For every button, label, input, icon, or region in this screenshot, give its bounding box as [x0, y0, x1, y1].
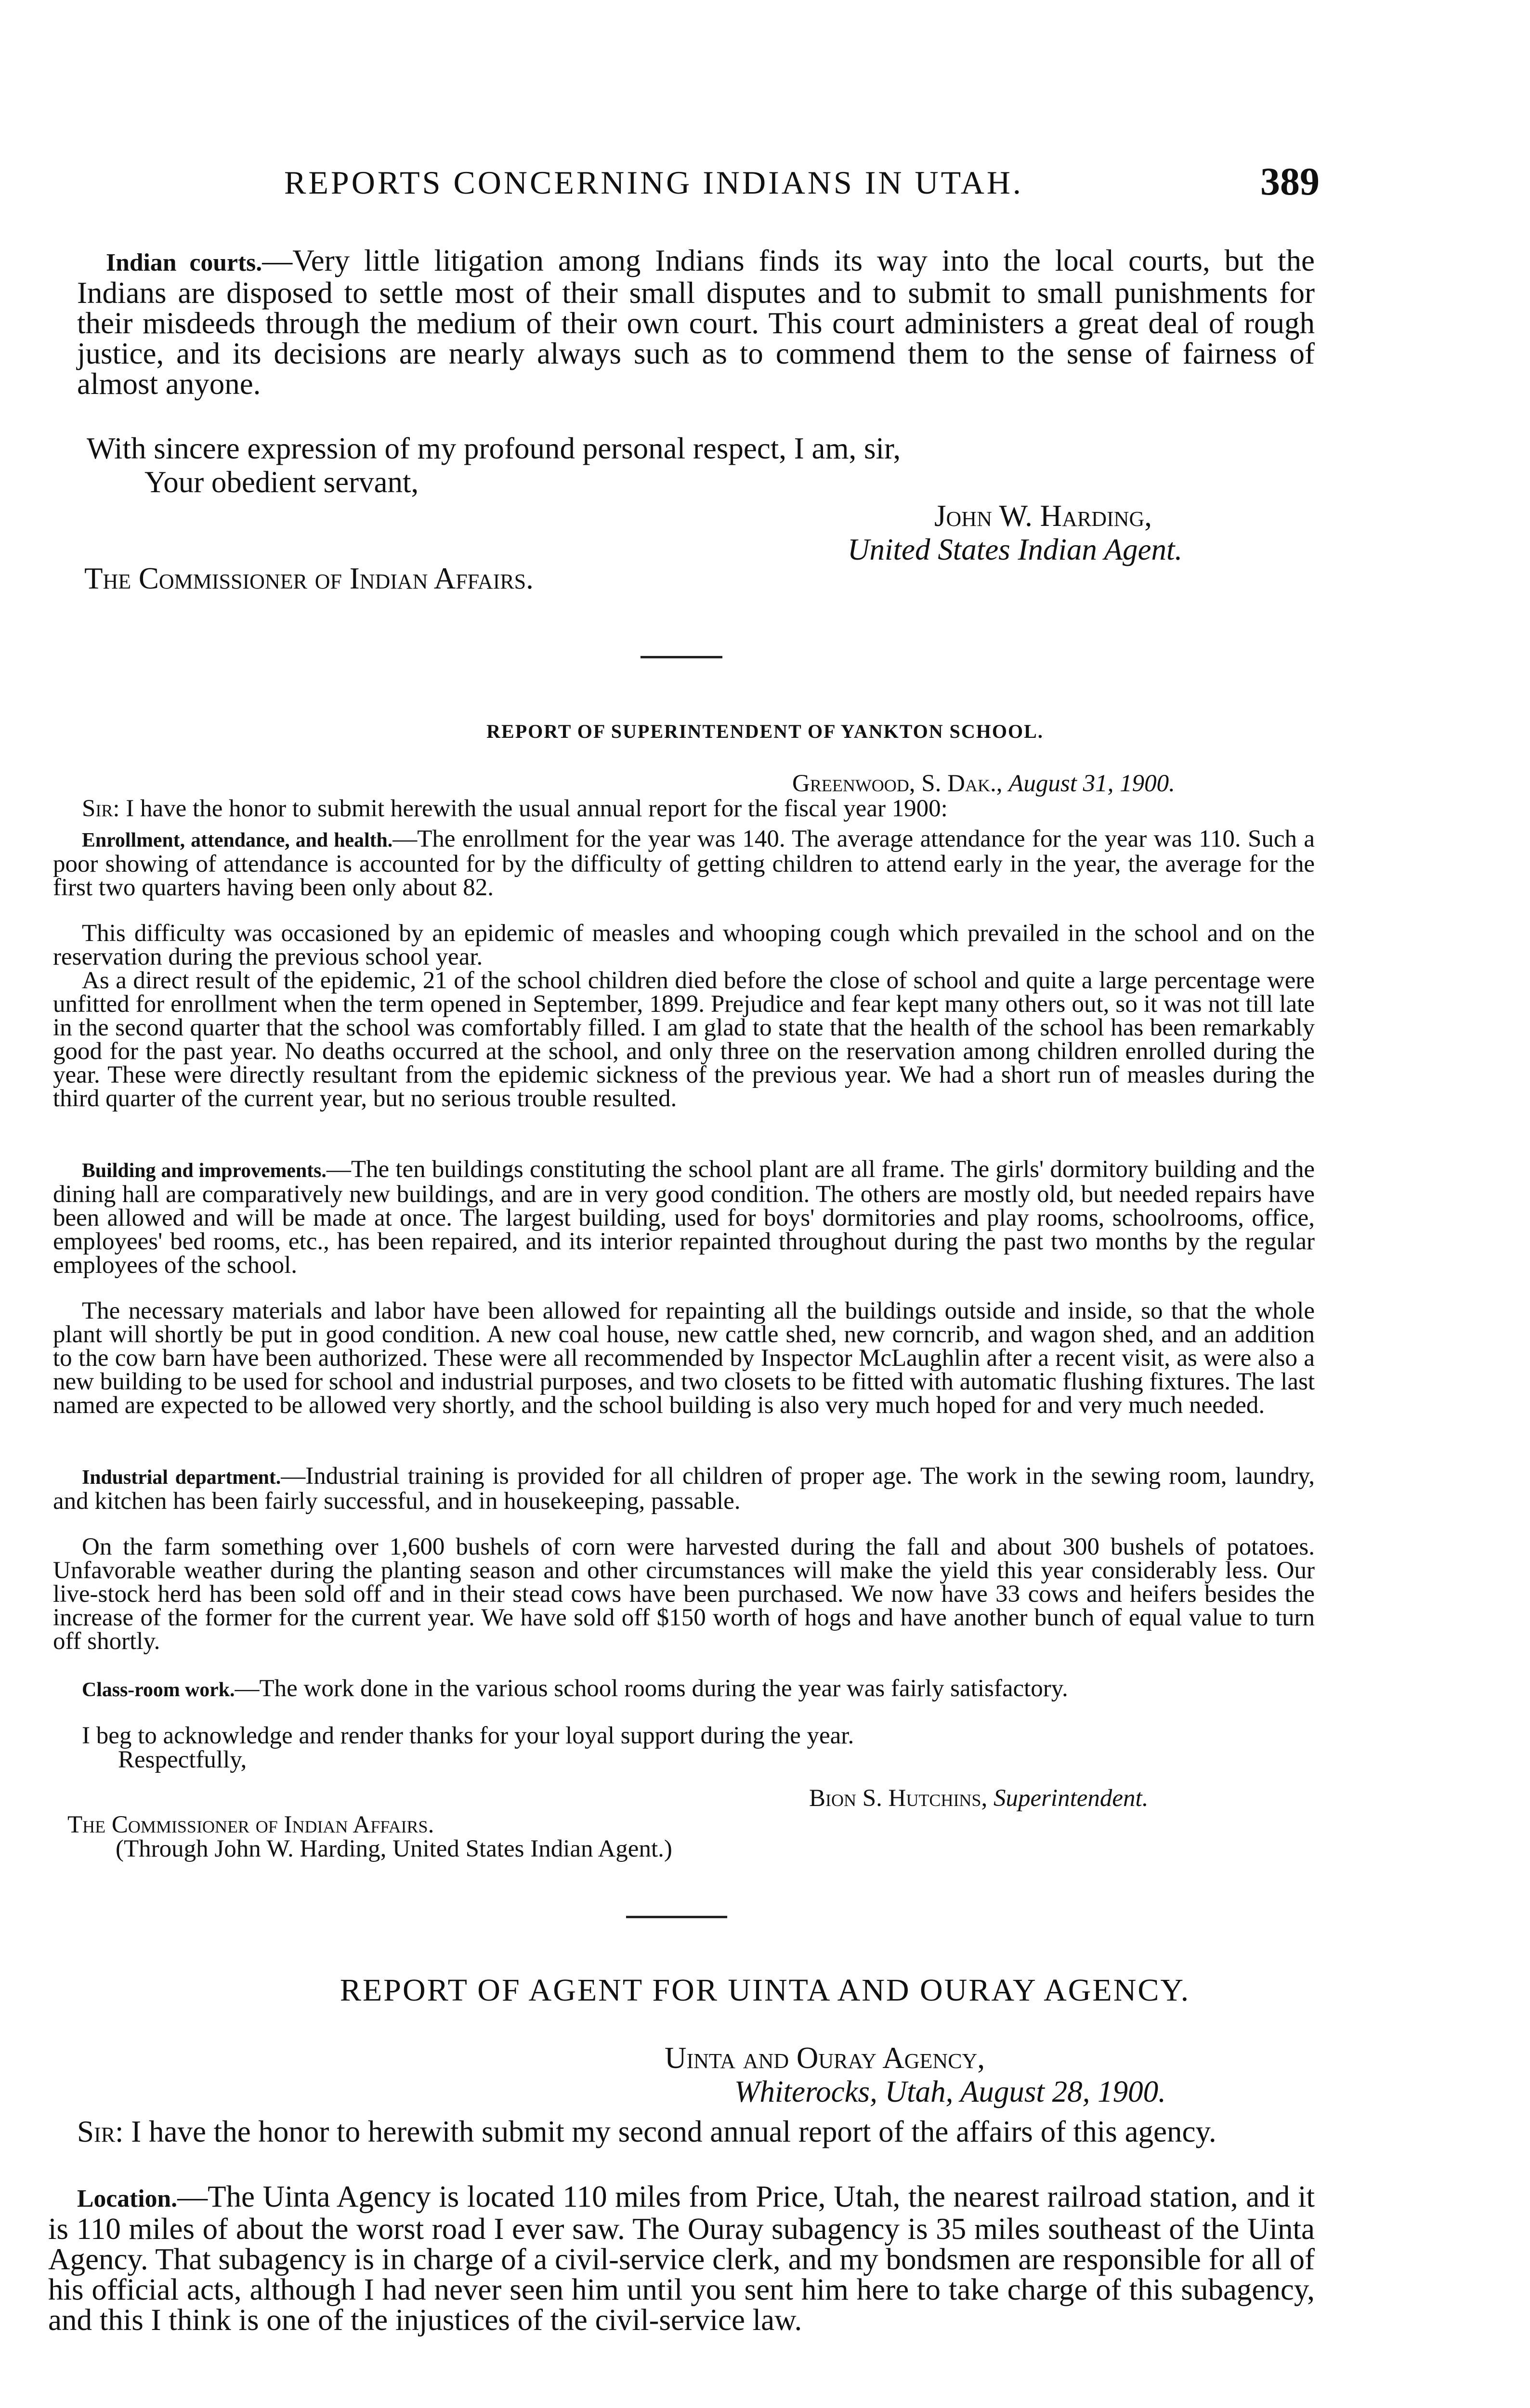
harding-addressee: The Commissioner of Indian Affairs. [84, 562, 534, 595]
running-header [284, 159, 1320, 212]
classroom-lead: Class-room work. [82, 1679, 235, 1701]
uinta-intro [48, 2117, 1315, 2147]
running-title: REPORTS CONCERNING INDIANS IN UTAH. [284, 164, 1023, 201]
yankton-through: (Through John W. Harding, United States Indian Agent.) [116, 1835, 672, 1862]
uinta-intro-text: I have the honor to herewith submit my second annual report of the affairs of this agency. [123, 2115, 1216, 2148]
page-number: 389 [1260, 159, 1320, 203]
yankton-intro-text: I have the honor to submit herewith the usual annual report for the fiscal year 1900: [119, 795, 948, 822]
difficulty-paragraph: This difficulty was occasioned by an epidemic of measles and whooping cough which prevailed in the school and on the reservation during the previous school year. [53, 920, 1315, 970]
epidemic-paragraph: As a direct result of the epidemic, 21 of the school children died before the close of school and quite a large percentage were unfitted for enrollment when the term opened in September, 1899. Prejudice and fear kept many others out, so it was not till late in the second quarter that the school was comfortably filled. I am glad to state that the health of the school has been remarkably good for the past year. No deaths occurred at the school, and only three on the reservation among children enrolled during the year. These were directly resultant from the epidemic sickness of the previous year. We had a short run of measles during the third quarter of the current year, but no serious trouble resulted. [53, 967, 1315, 1112]
uinta-place-date: Whiterocks, Utah, August 28, 1900. [734, 2075, 1166, 2108]
closing-line: With sincere expression of my profound personal respect, I am, sir, [87, 432, 901, 465]
yankton-dateline [792, 770, 1175, 798]
section-divider-2 [626, 1916, 727, 1918]
location-lead: Location. [77, 2185, 178, 2212]
thanks-paragraph: I beg to acknowledge and render thanks for your loyal support during the year. [82, 1722, 854, 1749]
yankton-place: Greenwood, S. Dak., [792, 770, 1003, 797]
indian-courts-text: —Very little litigation among Indians finds its way into the local courts, but the Indians are disposed to settle most of their small disputes and to submit to small punishments for their misdeeds through the medium of their own court. This court administers a great deal of rough justice, and its decisions are nearly always such as to commend them to the sense of fairness of almost anyone. [77, 244, 1315, 401]
harding-signature: John W. Harding, [934, 499, 1152, 533]
harding-title: United States Indian Agent. [848, 533, 1183, 566]
industrial-lead: Industrial department. [82, 1466, 281, 1489]
classroom-paragraph [53, 1677, 1315, 1702]
section-divider [641, 656, 722, 658]
enrollment-paragraph [53, 827, 1315, 900]
location-text: —The Uinta Agency is located 110 miles from Price, Utah, the nearest railroad station, and it is 110 miles of about the worst road I ever saw. The Ouray subagency is 35 miles southeast of the Uinta Agency. That subagency is in charge of a civil-service clerk, and my bondsmen are responsible for all of his official acts, although I had never seen him until you sent him here to take charge of this subagency, and this I think is one of the injustices of the civil-service law. [48, 2180, 1315, 2337]
yankton-salutation: Sir: [82, 795, 120, 822]
farm-paragraph: On the farm something over 1,600 bushels of corn were harvested during the fall and about 300 bushels of potatoes. Unfavorable weather during the planting season and other circumstances will make the yield this year considerably less. Our live-stock herd has been sold off and in their stead cows have been purchased. We now have 33 cows and heifers besides the increase of the former for the current year. We have sold off $150 worth of hogs and have another bunch of equal value to turn off shortly. [53, 1533, 1315, 1655]
classroom-text: —The work done in the various school rooms during the year was fairly satisfactory. [235, 1675, 1068, 1702]
building-text: —The ten buildings constituting the school plant are all frame. The girls' dormitory building and the dining hall are comparatively new buildings, and are in very good condition. The others are mostly old, but needed repairs have been allowed and will be made at once. The largest building, used for boys' dormitories and play rooms, schoolrooms, office, employees' bed rooms, etc., has been repaired, and its interior repainted throughout during the past two months by the regular employees of the school. [53, 1156, 1315, 1279]
building-lead: Building and improvements. [82, 1160, 327, 1182]
hutchins-signature [809, 1784, 1148, 1812]
uinta-report-title: REPORT OF AGENT FOR UINTA AND OURAY AGENCY. [340, 1973, 1190, 2008]
yankton-date: August 31, 1900. [1008, 770, 1175, 797]
hutchins-title: Superintendent. [993, 1785, 1149, 1812]
indian-courts-lead: Indian courts. [106, 249, 262, 276]
yankton-intro [82, 797, 1315, 821]
enrollment-lead: Enrollment, attendance, and health. [82, 829, 393, 851]
obedient-servant-line: Your obedient servant, [144, 465, 419, 499]
location-paragraph [48, 2182, 1315, 2335]
uinta-salutation: Sir: [77, 2115, 124, 2148]
industrial-paragraph [53, 1465, 1315, 1513]
uinta-agency-name: Uinta and Ouray Agency, [665, 2041, 985, 2075]
building-paragraph [53, 1158, 1315, 1277]
indian-courts-paragraph [77, 246, 1315, 399]
enrollment-text: —The enrollment for the year was 140. The average attendance for the year was 110. Such a poor showing of attendance is accounted for by the difficulty of getting children to attend early in the year, the average for the first two quarters having been only about 82. [53, 825, 1315, 901]
respectfully-line: Respectfully, [118, 1746, 247, 1773]
yankton-report-title: REPORT OF SUPERINTENDENT OF YANKTON SCHOOL. [486, 720, 1044, 742]
materials-paragraph: The necessary materials and labor have been allowed for repainting all the buildings outside and inside, so that the whole plant will shortly be put in good condition. A new coal house, new cattle shed, new corncrib, and wagon shed, and an addition to the cow barn have been authorized. These were all recommended by Inspector McLaughlin after a recent visit, as were also a new building to be used for school and industrial purposes, and two closets to be fitted with automatic flushing fixtures. The last named are expected to be allowed very shortly, and the school building is also very much hoped for and very much needed. [53, 1297, 1315, 1419]
hutchins-name: Bion S. Hutchins, [809, 1785, 988, 1812]
industrial-text: —Industrial training is provided for all children of proper age. The work in the sewing room, laundry, and kitchen has been fairly successful, and in housekeeping, passable. [53, 1463, 1315, 1515]
yankton-addressee: The Commissioner of Indian Affairs. [67, 1811, 434, 1838]
